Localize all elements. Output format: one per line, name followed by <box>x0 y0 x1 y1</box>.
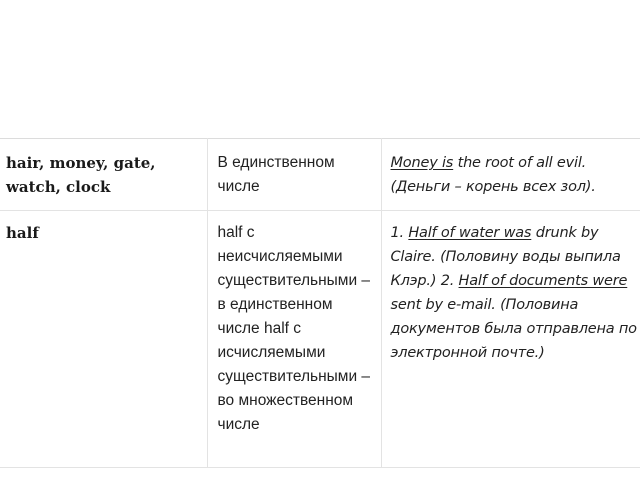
example-text: sent by e-mail. (Половина документов была отправлена по электронной почте.) <box>390 297 637 362</box>
word-cell <box>0 139 207 211</box>
rule-cell <box>207 211 381 468</box>
grammar-table <box>0 138 640 468</box>
example-subject: Half of water was <box>408 225 532 242</box>
example-text: drunk by Claire. (Половину воды выпила Клэр.) 2. <box>390 225 621 290</box>
example-subject: Money is <box>390 155 454 171</box>
word-cell <box>0 211 207 468</box>
rule-text: В единственном числе <box>217 154 335 195</box>
rule-cell <box>207 139 381 211</box>
word-text: hair, money, gate, watch, clock <box>6 154 156 196</box>
rule-text: half с неисчисляемыми существительными – в единственном числе half с исчисляемыми существительными – во множественном числе <box>217 224 371 434</box>
example-text: the root of all evil. (Деньги – корень всех зол). <box>390 155 596 195</box>
example-cell <box>381 139 640 211</box>
table-row <box>0 139 640 211</box>
table-row <box>0 211 640 468</box>
example-subject: Half of documents were <box>458 273 628 290</box>
example-number: 1. <box>390 225 409 242</box>
word-text: half <box>6 224 39 243</box>
example-cell <box>381 211 640 468</box>
